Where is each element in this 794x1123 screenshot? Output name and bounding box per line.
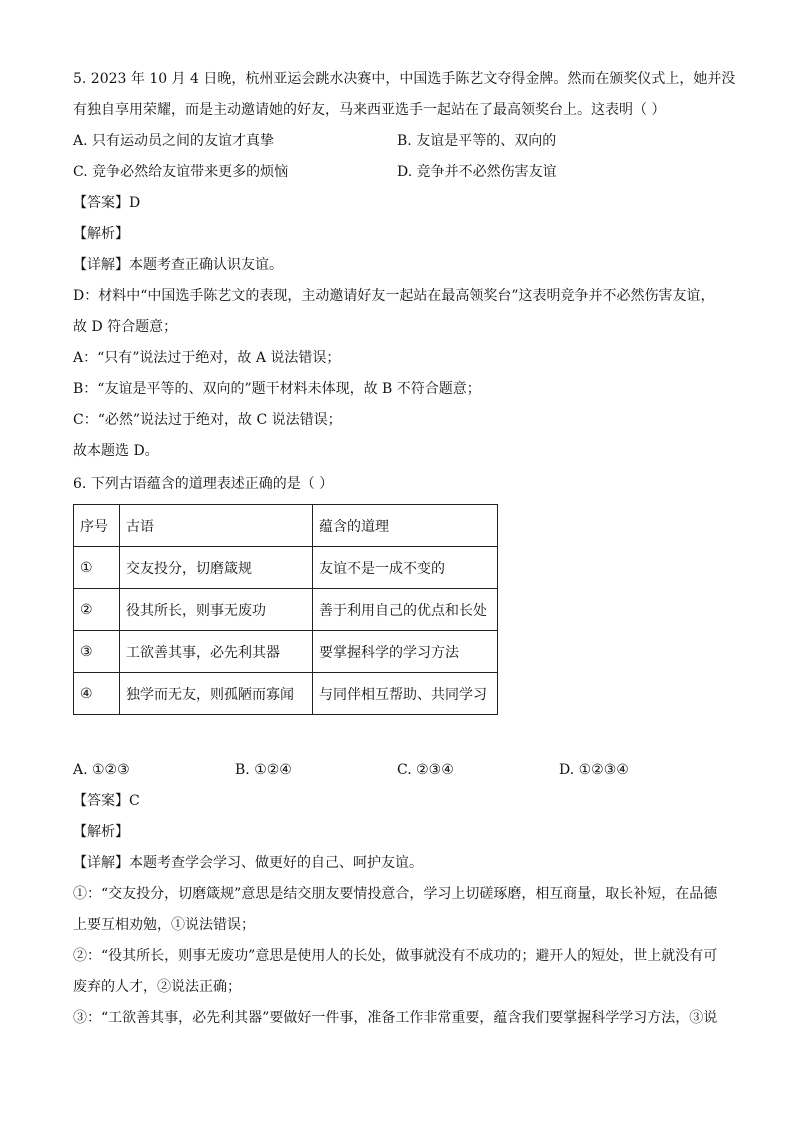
q6-table: [73, 504, 498, 715]
q5-explanation-c: C：“必然”说法过于绝对，故 C 说法错误；: [73, 412, 342, 428]
q6-answer: 【答案】C: [73, 793, 140, 809]
q5-explanation-a: A：“只有”说法过于绝对，故 A 说法错误；: [73, 350, 341, 366]
q6-option-c: C. ②③④: [397, 762, 454, 778]
table-header-cell: 古语: [120, 505, 313, 547]
q6-option-d: D. ①②③④: [559, 762, 629, 778]
q5-explanation-b: B：“友谊是平等的、双向的”题干材料未体现，故 B 不符合题意；: [73, 381, 481, 397]
q6-option-b: B. ①②④: [235, 762, 292, 778]
table-row: [74, 589, 498, 631]
table-cell: 要掌握科学的学习方法: [313, 631, 498, 673]
table-cell: 善于利用自己的优点和长处: [313, 589, 498, 631]
q6-explanation-1-line2: 上要互相劝勉，①说法错误；: [73, 917, 255, 933]
table-cell: 役其所长，则事无废功: [120, 589, 313, 631]
q5-conclusion: 故本题选 D。: [73, 443, 159, 459]
table-cell: 独学而无友，则孤陋而寡闻: [120, 673, 313, 715]
q6-explanation-2-line1: ②：“役其所长，则事无废功”意思是使用人的长处，做事就没有不成功的；避开人的短处，世上就没有可: [73, 948, 718, 964]
q6-options: [73, 755, 723, 786]
q6-option-a: A. ①②③: [73, 762, 130, 778]
q5-answer: 【答案】D: [73, 195, 141, 211]
q5-stem-line2: 有独自享用荣耀，而是主动邀请她的好友，马来西亚选手一起站在了最高领奖台上。这表明（ ）: [73, 102, 666, 118]
q5-option-c: C. 竞争必然给友谊带来更多的烦恼: [73, 164, 289, 180]
q5-options-row2: [73, 157, 723, 188]
table-cell: ④: [74, 673, 120, 715]
q5-option-d: D. 竞争并不必然伤害友谊: [397, 164, 557, 180]
table-cell: 交友投分，切磨箴规: [120, 547, 313, 589]
q6-explanation-2-line2: 废弃的人才，②说法正确；: [73, 979, 241, 995]
q5-option-b: B. 友谊是平等的、双向的: [397, 133, 557, 149]
table-cell: ②: [74, 589, 120, 631]
q6-analysis-label: 【解析】: [73, 824, 129, 840]
table-row: [74, 547, 498, 589]
q6-stem: 6. 下列古语蕴含的道理表述正确的是（ ）: [73, 476, 334, 492]
table-cell: 与同伴相互帮助、共同学习: [313, 673, 498, 715]
q5-explanation-d-line2: 故 D 符合题意；: [73, 319, 178, 335]
q5-option-a: A. 只有运动员之间的友谊才真挚: [73, 133, 275, 149]
table-row: [74, 673, 498, 715]
table-header-row: [74, 505, 498, 547]
q5-detail: 【详解】本题考查正确认识友谊。: [73, 257, 283, 273]
table-cell: 友谊不是一成不变的: [313, 547, 498, 589]
table-header-cell: 蕴含的道理: [313, 505, 498, 547]
q5-explanation-d-line1: D：材料中“中国选手陈艺文的表现，主动邀请好友一起站在最高领奖台”这表明竞争并不必然伤害友谊，: [73, 288, 715, 304]
q6-explanation-1-line1: ①：“交友投分，切磨箴规”意思是结交朋友要情投意合，学习上切磋琢磨，相互商量，取长补短，在品德: [73, 886, 718, 902]
q5-options-row1: [73, 126, 723, 157]
table-cell: 工欲善其事，必先利其器: [120, 631, 313, 673]
table-cell: ①: [74, 547, 120, 589]
table-cell: ③: [74, 631, 120, 673]
q5-stem-line1: 5. 2023 年 10 月 4 日晚，杭州亚运会跳水决赛中，中国选手陈艺文夺得金牌。然而在颁奖仪式上，她并没: [73, 71, 736, 87]
q6-detail: 【详解】本题考查学会学习、做更好的自己、呵护友谊。: [73, 855, 423, 871]
q6-explanation-3-line1: ③：“工欲善其事，必先利其器”要做好一件事，准备工作非常重要，蕴含我们要掌握科学学习方法，③说: [73, 1010, 718, 1026]
document-page: [73, 64, 736, 1034]
table-row: [74, 631, 498, 673]
q5-analysis-label: 【解析】: [73, 226, 129, 242]
table-header-cell: 序号: [74, 505, 120, 547]
